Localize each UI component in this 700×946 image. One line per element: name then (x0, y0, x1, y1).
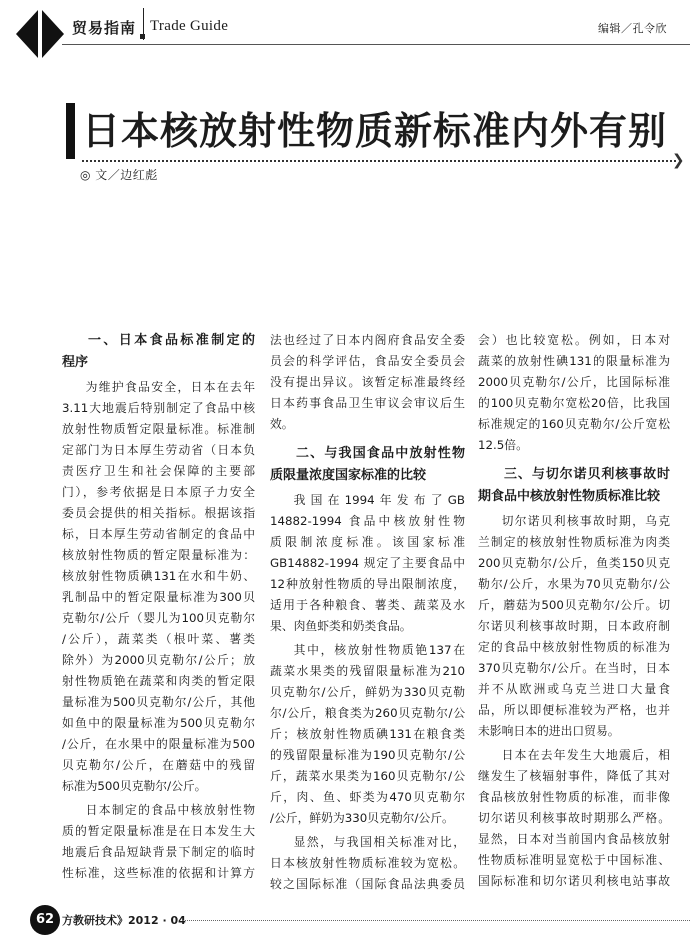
header-divider (62, 44, 690, 45)
text-line: 2000贝克勒尔/公斤，比国际标准 (478, 375, 670, 389)
text-line: 日本核放射性物质标准较为宽松。 (270, 856, 465, 870)
text-line: 12.5倍。 (478, 438, 528, 452)
article-title: 日本核放射性物质新标准内外有别 (82, 109, 668, 153)
footer-dotted-rule (182, 920, 690, 921)
text-line: 食品核放射性物质的标准，而非像 (478, 790, 670, 804)
paragraph (270, 832, 465, 895)
paragraph (270, 640, 465, 829)
text-line: 门），参考依据是日本原子力安全 (62, 485, 255, 499)
article-column-3 (478, 330, 670, 892)
author-byline: ◎ 文／边红彪 (80, 168, 158, 182)
text-line: 质的暂定限量标准是在日本发生大 (62, 824, 255, 838)
text-line: 贝克勒尔/公斤，鲜奶为330贝克勒 (270, 685, 465, 699)
text-line: 蔬菜的放射性碘131的限量标准为 (478, 354, 670, 368)
text-line: 定部门为日本厚生劳动省（日本负 (62, 443, 255, 457)
text-line: 国际标准和切尔诺贝利核电站事故 (478, 874, 670, 888)
paragraph (270, 490, 465, 637)
text-line: 放射性物质暂定限量标准。标准制 (62, 422, 255, 436)
text-line: 显然，与我国相关标准对比， (293, 835, 465, 849)
text-line: 14882-1994 食品中核放射性物 (270, 514, 465, 528)
text-line: 质限制浓度标准。该国家标准 (270, 535, 465, 549)
section-name-cn: 贸易指南 (72, 19, 137, 37)
text-line: 较之国际标准（国际食品法典委员 (270, 877, 465, 891)
paragraph (478, 745, 670, 892)
text-line: 斤；核放射性物质碘131在粮食类 (270, 727, 465, 741)
heading-line: 一、日本食品标准制定的 (88, 333, 255, 348)
text-line: 责医疗卫生和社会保障的主要部 (62, 464, 255, 478)
text-line: 适用于各种粮食、薯类、蔬菜及水 (270, 598, 465, 612)
text-line: 斤，蘑菇为500贝克勒尔/公斤。切 (478, 598, 670, 612)
text-line: 其中，核放射性物质铯137在 (293, 643, 465, 657)
text-line: 日本药事食品卫生审议会审议后生 (270, 396, 465, 410)
text-line: 尔/公斤，粮食类为260贝克勒尔/公 (270, 706, 465, 720)
text-line: 尔诺贝利核事故时期，日本政府制 (478, 619, 670, 633)
text-line: 并不从欧洲或乌克兰进口大量食 (478, 682, 670, 696)
text-line: 日本在去年发生大地震后，相 (501, 748, 670, 762)
text-line: 贝克勒尔/公斤，在蘑菇中的残留 (62, 758, 255, 772)
text-line: 200贝克勒尔/公斤，鱼类150贝克 (478, 556, 670, 570)
paragraph (270, 330, 465, 435)
article-column-1 (62, 330, 255, 884)
text-line: 品，所以即便标准较为严格，也并 (478, 703, 670, 717)
paragraph (62, 377, 255, 797)
paragraph (478, 511, 670, 742)
text-line: 果、肉鱼虾类和奶类食品。 (270, 619, 412, 633)
page-number: 62 (30, 905, 60, 935)
text-line: 斤，肉、鱼、虾类为470贝克勒尔 (270, 790, 465, 804)
section-separator-dot (140, 34, 145, 39)
text-line: 显然，日本对当前国内食品核放射 (478, 832, 670, 846)
text-line: 标准规定的160贝克勒尔/公斤宽松 (478, 417, 670, 431)
text-line: 委员会提供的相关指标。根据该指 (62, 506, 255, 520)
text-line: 切尔诺贝利核事故时期，乌克 (501, 514, 670, 528)
section-heading (62, 330, 255, 374)
text-line: 370贝克勒尔/公斤。在当时，日本 (478, 661, 670, 675)
text-line: 法也经过了日本内阁府食品安全委 (270, 333, 465, 347)
text-line: 射性物质铯在蔬菜和肉类的暂定限 (62, 674, 255, 688)
text-line: 量标准为500贝克勒尔/公斤，其他 (62, 695, 255, 709)
section-heading (270, 443, 465, 487)
text-line: 除外）为2000贝克勒尔/公斤；放 (62, 653, 255, 667)
chevron-right-icon: ❯ (672, 151, 685, 169)
heading-line: 二、与我国食品中放射性物 (296, 446, 465, 461)
text-line: 定的食品中核放射性物质的标准为 (478, 640, 670, 654)
publication-info: 方教研技术》2012 · 04 (62, 914, 186, 927)
text-line: 核放射性物质的暂定限量标准为： (62, 548, 255, 562)
text-line: 3.11大地震后特别制定了食品中核 (62, 401, 255, 415)
text-line: 的残留限量标准为190贝克勒尔/公 (270, 748, 465, 762)
text-line: 会）也比较宽松。例如，日本对 (478, 333, 670, 347)
text-line: 日本制定的食品中核放射性物 (85, 803, 255, 817)
text-line: /公斤），蔬菜类（根叶菜、薯类 (62, 632, 255, 646)
text-line: 兰制定的核放射性物质标准为肉类 (478, 535, 670, 549)
text-line: 勒尔/公斤，水果为70贝克勒尔/公 (478, 577, 670, 591)
text-line: 性物质标准明显宽松于中国标准、 (478, 853, 670, 867)
text-line: 核放射性物质碘131在水和牛奶、 (62, 569, 255, 583)
heading-line: 程序 (62, 355, 89, 370)
text-line: 性标准，这些标准的依据和计算方 (62, 866, 255, 880)
text-line: 没有提出异议。该暂定标准最终经 (270, 375, 465, 389)
text-line: GB14882-1994 规定了主要食品中 (270, 556, 465, 570)
text-line: 未影响日本的进出口贸易。 (478, 724, 620, 738)
text-line: 员会的科学评估，食品安全委员会 (270, 354, 465, 368)
text-line: 为维护食品安全，日本在去年 (85, 380, 255, 394)
paragraph (478, 330, 670, 456)
editor-credit: 编辑／孔令欣 (598, 22, 667, 35)
text-line: 继发生了核辐射事件，降低了其对 (478, 769, 670, 783)
heading-line: 质限量浓度国家标准的比较 (270, 468, 427, 483)
text-line: 蔬菜水果类的残留限量标准为210 (270, 664, 465, 678)
text-line: 我国在1994年发布了GB (293, 493, 465, 507)
heading-line: 三、与切尔诺贝利核事故时 (504, 467, 670, 482)
title-accent-bar (66, 103, 75, 159)
section-logo-icon (14, 6, 66, 62)
text-line: 的100贝克勒尔宽松20倍，比我国 (478, 396, 670, 410)
section-heading (478, 464, 670, 508)
text-line: 12种放射性物质的导出限制浓度， (270, 577, 465, 591)
title-dotted-rule (82, 160, 676, 162)
text-line: /公斤，在水果中的限量标准为500 (62, 737, 255, 751)
paragraph (62, 800, 255, 884)
text-line: 标准为500贝克勒尔/公斤。 (62, 779, 207, 793)
text-line: 斤，蔬菜水果类为160贝克勒尔/公 (270, 769, 465, 783)
section-name-en: Trade Guide (150, 18, 229, 34)
heading-line: 期食品中核放射性物质标准比较 (478, 489, 661, 504)
text-line: 地震后食品短缺背景下制定的临时 (62, 845, 255, 859)
text-line: 克勒尔/公斤（婴儿为100贝克勒尔 (62, 611, 255, 625)
text-line: 标，日本厚生劳动省制定的食品中 (62, 527, 255, 541)
article-column-2 (270, 330, 465, 895)
text-line: 效。 (270, 417, 294, 431)
text-line: 乳制品中的暂定限量标准为300贝 (62, 590, 255, 604)
text-line: 切尔诺贝利核事故时期那么严格。 (478, 811, 670, 825)
text-line: 如鱼中的限量标准为500贝克勒尔 (62, 716, 255, 730)
text-line: /公斤，鲜奶为330贝克勒尔/公斤。 (270, 811, 454, 825)
